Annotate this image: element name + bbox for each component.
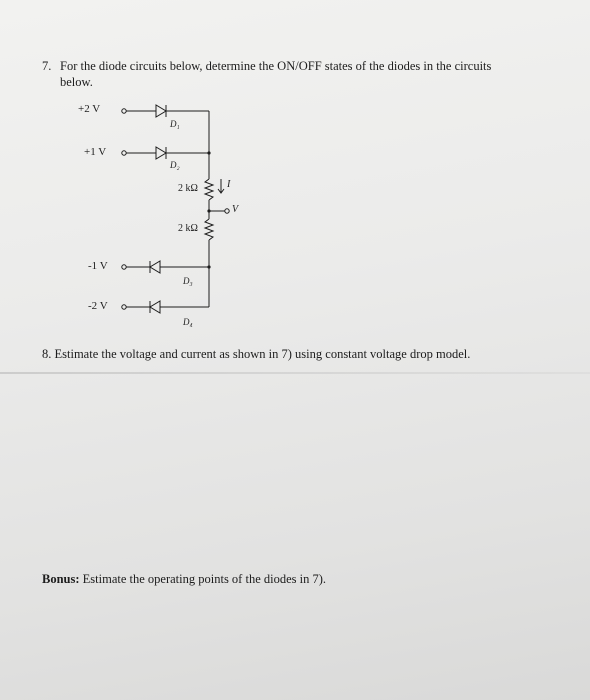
diode-d4-icon (150, 301, 160, 313)
diode-circuit (70, 95, 270, 335)
diode-label-d3: D₃ (183, 276, 193, 286)
bonus-label: Bonus: (42, 572, 80, 586)
resistor-label-r1: 2 kΩ (178, 183, 198, 194)
voltage-label-plus2v: +2 V (78, 103, 101, 115)
question-7-number: 7. (42, 59, 52, 73)
current-label: I (227, 179, 231, 190)
resistor-r2-icon (205, 219, 213, 240)
paper-fold-line (0, 372, 590, 374)
diode-d3-icon (150, 261, 160, 273)
diode-label-d4: D₄ (183, 317, 193, 327)
terminal-minus2v (122, 305, 126, 309)
bonus-question (42, 571, 562, 587)
question-7-text-line2: below. (60, 75, 93, 89)
voltage-label-minus2v: -2 V (88, 300, 108, 312)
voltage-label-plus1v: +1 V (84, 146, 107, 158)
question-8-text: Estimate the voltage and current as shown in 7) using constant voltage drop model. (54, 347, 471, 361)
diode-d2-icon (156, 147, 166, 159)
question-7 (42, 58, 522, 90)
terminal-plus1v (122, 151, 126, 155)
output-voltage-label: V (232, 204, 239, 215)
voltage-label-minus1v: -1 V (88, 260, 108, 272)
question-8-number: 8. (42, 347, 52, 361)
question-8 (42, 346, 562, 362)
diode-label-d2: D₂ (170, 160, 180, 170)
circuit-diagram (70, 95, 270, 335)
diode-label-d1: D₁ (170, 119, 180, 129)
diode-d1-icon (156, 105, 166, 117)
question-7-text-line1: For the diode circuits below, determine the ON/OFF states of the diodes in the circuits (60, 59, 492, 73)
terminal-plus2v (122, 109, 126, 113)
resistor-label-r2: 2 kΩ (178, 223, 198, 234)
resistor-r1-icon (205, 179, 213, 200)
bonus-text: Estimate the operating points of the diodes in 7). (82, 572, 327, 586)
output-node-terminal (225, 209, 229, 213)
terminal-minus1v (122, 265, 126, 269)
